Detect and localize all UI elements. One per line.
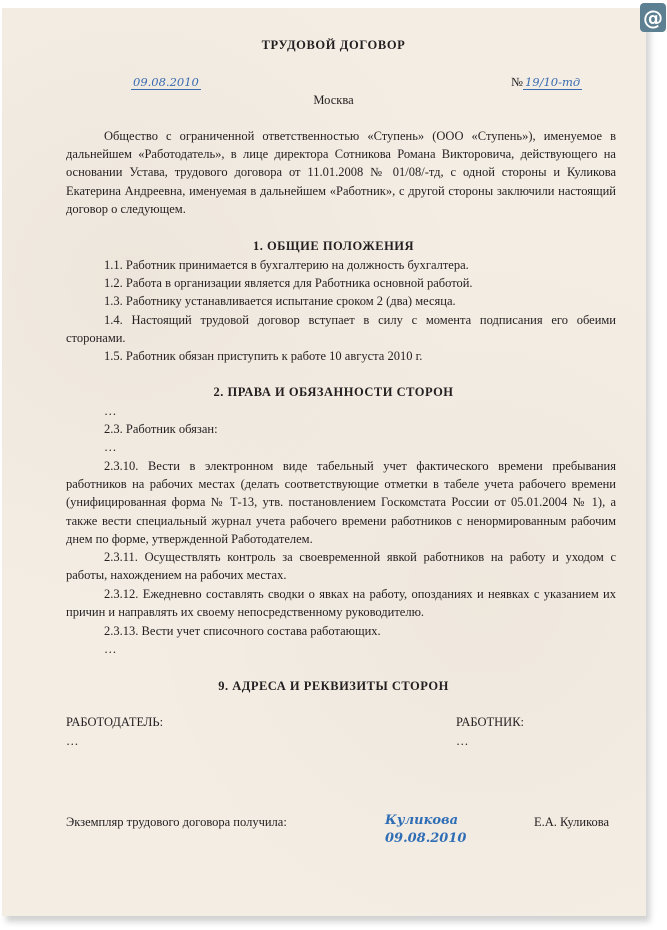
employee-signature: Куликова [385,813,458,828]
section-2-heading: 2. ПРАВА И ОБЯЗАННОСТИ СТОРОН [213,385,454,399]
section-9-heading: 9. АДРЕСА И РЕКВИЗИТЫ СТОРОН [218,679,449,693]
clause-1-1: 1.1. Работник принимается в бухгалтерию на должность бухгалтера. [104,258,469,272]
document-title: ТРУДОВОЙ ДОГОВОР [261,38,406,52]
employer-label: РАБОТОДАТЕЛЬ: [66,715,164,729]
clause-2-3-13: 2.3.13. Вести учет списочного состава работающих. [104,624,381,638]
ellipsis: … [104,642,117,656]
at-sign-icon: @ [640,3,666,32]
clause-1-4: 1.4. Настоящий трудовой договор вступает в силу с момента подписания его обеими сторонами. [66,313,616,346]
contract-number [511,73,582,91]
clause-2-3-10: 2.3.10. Вести в электронном виде табельный учет фактического времени пребывания работников на рабочих местах (делать соответствующие отметки в табеле учета рабочего времени (унифицированная форма № Т-13, утв. постановлением Госкомстата России от 05.01.2004 № 1), а также вести специальный журнал учета рабочего времени работников с ненормированным рабочим днем по форме, утвержденной Работодателем. [66,459,616,546]
employee-label: РАБОТНИК: [456,715,524,729]
clause-2-3-11: 2.3.11. Осуществлять контроль за своевременной явкой работников на работу и уходом с работы, нахождением на рабочих местах. [66,550,616,583]
ellipsis: … [104,440,117,454]
intro-paragraph: Общество с ограниченной ответственностью «Ступень» (ООО «Ступень»), именуемое в дальнейшем «Работодатель», в лице директора Сотникова Романа Викторовича, действующего на основании Устава, трудового договора от 11.01.2008 № 01/08/-тд, с одной стороны и Куликова Екатерина Андреевна, именуемая в дальнейшем «Работник», с другой стороны заключили настоящий договор о следующем. [66,129,616,216]
city: Москва [313,93,354,107]
contract-date-value: 09.08.2010 [133,75,199,89]
employer-details: … [66,734,79,748]
receipt-text: Экземпляр трудового договора получила: [66,815,287,829]
clause-1-3: 1.3. Работнику устанавливается испытание сроком 2 (два) месяца. [104,294,456,308]
clause-2-3: 2.3. Работник обязан: [104,422,218,436]
contract-date [131,73,201,91]
clause-1-2: 1.2. Работа в организации является для Работника основной работой. [104,276,473,290]
employee-name: Е.А. Куликова [534,815,610,829]
employee-details: … [456,734,469,748]
section-1-heading: 1. ОБЩИЕ ПОЛОЖЕНИЯ [252,239,415,253]
signature-date: 09.08.2010 [385,831,467,846]
ellipsis: … [104,404,117,418]
number-sign: № [511,75,523,89]
clause-1-5: 1.5. Работник обязан приступить к работе 10 августа 2010 г. [104,349,423,363]
contract-number-value: 19/10-тд [524,75,581,89]
clause-2-3-12: 2.3.12. Ежедневно составлять сводки о явках на работу, опозданиях и неявках с указанием их причин и направлять их своему непосредственному руководителю. [66,587,616,620]
